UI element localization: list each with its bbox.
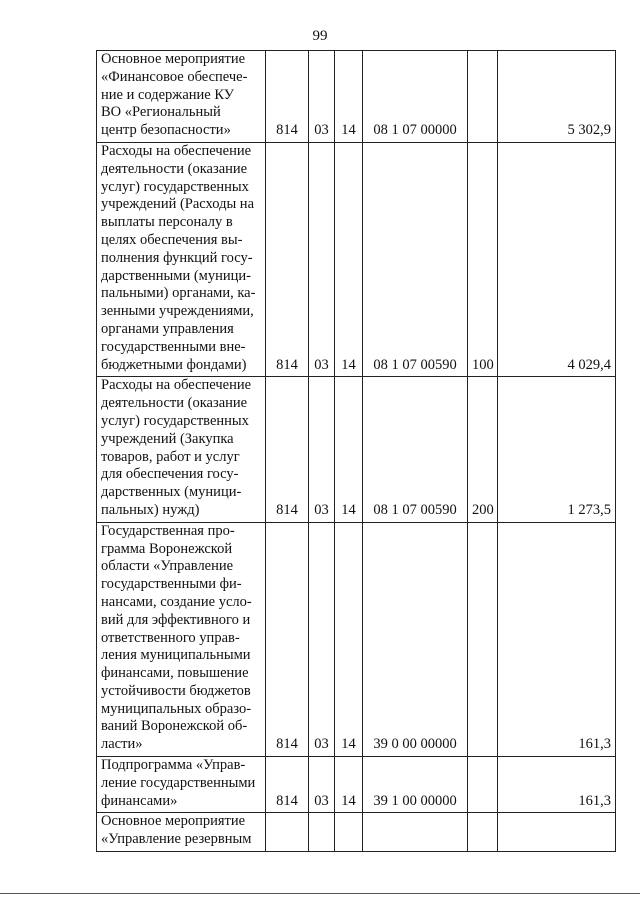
row-name-cell: [97, 142, 266, 376]
ved-cell: 814: [266, 51, 309, 143]
table-row: [97, 757, 616, 813]
pr-cell: 14: [335, 757, 363, 813]
rz-cell: 03: [309, 142, 335, 376]
rz-cell: 03: [309, 757, 335, 813]
csr-cell: 39 0 00 00000: [363, 522, 468, 756]
rz-cell: [309, 813, 335, 852]
ved-cell: 814: [266, 522, 309, 756]
pr-cell: 14: [335, 51, 363, 143]
rz-cell: 03: [309, 51, 335, 143]
sum-cell: 161,3: [498, 757, 616, 813]
row-name-cell: [97, 813, 266, 852]
csr-cell: 08 1 07 00590: [363, 377, 468, 522]
sum-cell: 1 273,5: [498, 377, 616, 522]
page-number: 99: [312, 28, 328, 44]
table-row: [97, 377, 616, 522]
table-row: [97, 142, 616, 376]
ved-cell: 814: [266, 757, 309, 813]
table-row: [97, 813, 616, 852]
pr-cell: 14: [335, 522, 363, 756]
vr-cell: 200: [468, 377, 498, 522]
csr-cell: 08 1 07 00590: [363, 142, 468, 376]
pr-cell: 14: [335, 377, 363, 522]
rz-cell: 03: [309, 377, 335, 522]
vr-cell: [468, 522, 498, 756]
row-name-cell: [97, 522, 266, 756]
csr-cell: [363, 813, 468, 852]
row-name-cell: [97, 51, 266, 143]
row-name-cell: [97, 757, 266, 813]
ved-cell: [266, 813, 309, 852]
ved-cell: 814: [266, 142, 309, 376]
vr-cell: [468, 813, 498, 852]
table-row: [97, 522, 616, 756]
bottom-divider: [0, 893, 640, 894]
csr-cell: 08 1 07 00000: [363, 51, 468, 143]
row-name: Основное мероприятие «Управление резервным: [101, 813, 252, 848]
table-row: [97, 51, 616, 143]
sum-cell: 4 029,4: [498, 142, 616, 376]
vr-cell: [468, 51, 498, 143]
sum-cell: 5 302,9: [498, 51, 616, 143]
sum-cell: 161,3: [498, 522, 616, 756]
row-name: Расходы на обеспечение деятельности (оказание услуг) государственных учреждений (Расходы на выплаты персоналу в целях обеспечения вы- полнения функций госу- дарственными (муници- пальными) органами, ка- зенными учреждениями, органами управления государственными вне- бюджетными фондами): [101, 142, 256, 373]
row-name: Подпрограмма «Управ- ление государственными финансами»: [101, 757, 256, 809]
pr-cell: [335, 813, 363, 852]
row-name: Основное мероприятие «Финансовое обеспече- ние и содержание КУ ВО «Региональный центр безопасности»: [101, 51, 248, 139]
rz-cell: 03: [309, 522, 335, 756]
row-name: Расходы на обеспечение деятельности (оказание услуг) государственных учреждений (Закупка товаров, работ и услуг для обеспечения госу- дарственных (муници- пальных) нужд): [101, 377, 252, 518]
vr-cell: 100: [468, 142, 498, 376]
row-name-cell: [97, 377, 266, 522]
ved-cell: 814: [266, 377, 309, 522]
row-name: Государственная про- грамма Воронежской области «Управление государственными фи- нансами, создание усло- вий для эффективного и ответственного управ- ления муниципальными финансами, повышение устойчивости бюджетов муниципальных образо- ваний Воронежской об- ласти»: [101, 522, 252, 753]
budget-table: [96, 50, 616, 852]
vr-cell: [468, 757, 498, 813]
csr-cell: 39 1 00 00000: [363, 757, 468, 813]
pr-cell: 14: [335, 142, 363, 376]
sum-cell: [498, 813, 616, 852]
